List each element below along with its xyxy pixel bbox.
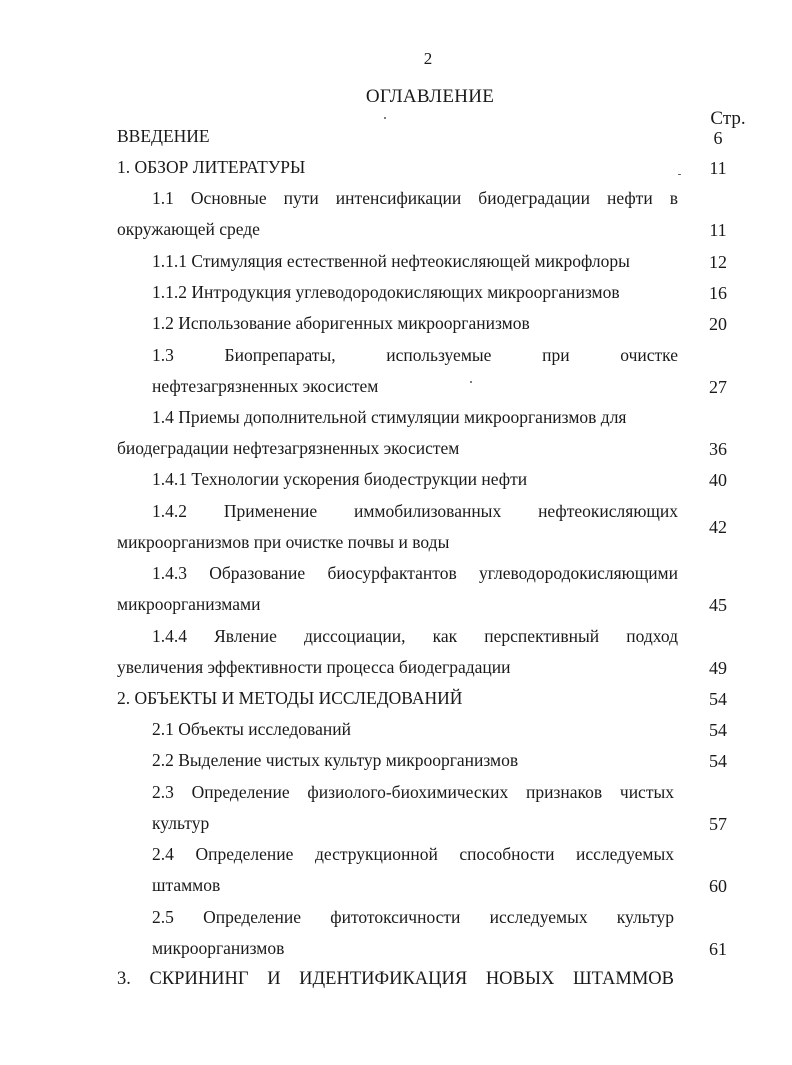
- toc-page-number: 11: [709, 158, 727, 178]
- toc-entry-section-1-1[interactable]: 1.1 Основные пути интенсификации биодеградации нефти в: [152, 188, 678, 208]
- toc-entry-chapter-2[interactable]: 2. ОБЪЕКТЫ И МЕТОДЫ ИССЛЕДОВАНИЙ: [117, 688, 463, 708]
- toc-entry-section-1-4-2[interactable]: 1.4.2 Применение иммобилизованных нефтеокисляющих: [152, 501, 678, 521]
- toc-page-number: 57: [709, 814, 727, 834]
- toc-page-number: 54: [709, 689, 727, 709]
- toc-entry-section-1-1-1[interactable]: 1.1.1 Стимуляция естественной нефтеокисляющей микрофлоры: [152, 251, 630, 271]
- toc-page-number: 42: [709, 517, 727, 537]
- toc-entry-section-1-4[interactable]: 1.4 Приемы дополнительной стимуляции микроорганизмов для: [152, 407, 627, 427]
- page-column-label: Стр.: [710, 108, 746, 129]
- scan-speck: [470, 381, 472, 383]
- toc-page-number: 40: [709, 470, 727, 490]
- toc-entry-section-2-4-cont[interactable]: штаммов: [152, 875, 221, 895]
- toc-entry-section-1-3-cont[interactable]: нефтезагрязненных экосистем: [152, 376, 379, 396]
- toc-entry-section-2-3[interactable]: 2.3 Определение физиолого-биохимических признаков чистых: [152, 782, 674, 802]
- toc-page-number: 36: [709, 439, 727, 459]
- toc-entry-section-2-2[interactable]: 2.2 Выделение чистых культур микроорганизмов: [152, 750, 519, 770]
- toc-page-number: 6: [713, 128, 723, 148]
- toc-title: ОГЛАВЛЕНИЕ: [365, 86, 495, 107]
- toc-entry-section-1-4-1[interactable]: 1.4.1 Технологии ускорения биодеструкции нефти: [152, 469, 528, 489]
- toc-entry-section-1-2[interactable]: 1.2 Использование аборигенных микроорганизмов: [152, 313, 530, 333]
- toc-entry-section-1-1-2[interactable]: 1.1.2 Интродукция углеводородокисляющих микроорганизмов: [152, 282, 620, 302]
- toc-page-number: 49: [709, 658, 727, 678]
- toc-entry-section-1-3[interactable]: 1.3 Биопрепараты, используемые при очистке: [152, 345, 678, 365]
- toc-entry-section-2-3-cont[interactable]: культур: [152, 813, 210, 833]
- toc-entry-section-1-4-3-cont[interactable]: микроорганизмами: [117, 594, 261, 614]
- toc-entry-section-2-4[interactable]: 2.4 Определение деструкционной способности исследуемых: [152, 844, 674, 864]
- toc-entry-section-1-4-4-cont[interactable]: увеличения эффективности процесса биодеградации: [117, 657, 511, 677]
- toc-page-number: 27: [709, 377, 727, 397]
- toc-page-number: 16: [709, 283, 727, 303]
- toc-entry-section-1-4-3[interactable]: 1.4.3 Образование биосурфактантов углеводородокисляющими: [152, 563, 678, 583]
- page-number: 2: [423, 49, 433, 68]
- toc-entry-section-1-4-cont[interactable]: биодеградации нефтезагрязненных экосистем: [117, 438, 460, 458]
- toc-entry-section-1-4-2-cont[interactable]: микроорганизмов при очистке почвы и воды: [117, 532, 450, 552]
- scan-speck: [384, 117, 386, 119]
- toc-page-number: 61: [709, 939, 727, 959]
- toc-page-number: 11: [709, 220, 727, 240]
- toc-entry-section-1-1-cont[interactable]: окружающей среде: [117, 219, 260, 239]
- toc-entry-section-2-5-cont[interactable]: микроорганизмов: [152, 938, 285, 958]
- scan-speck: [678, 174, 681, 175]
- toc-page-number: 12: [709, 252, 727, 272]
- toc-entry-introduction[interactable]: ВВЕДЕНИЕ: [117, 126, 210, 146]
- toc-entry-chapter-1[interactable]: 1. ОБЗОР ЛИТЕРАТУРЫ: [117, 157, 306, 177]
- toc-page-number: 20: [709, 314, 727, 334]
- toc-page-number: 60: [709, 876, 727, 896]
- toc-page-number: 54: [709, 751, 727, 771]
- toc-page-number: 45: [709, 595, 727, 615]
- toc-entry-chapter-3[interactable]: 3. СКРИНИНГ И ИДЕНТИФИКАЦИЯ НОВЫХ ШТАММОВ: [117, 969, 674, 989]
- toc-entry-section-1-4-4[interactable]: 1.4.4 Явление диссоциации, как перспективный подход: [152, 626, 678, 646]
- toc-entry-section-2-5[interactable]: 2.5 Определение фитотоксичности исследуемых культур: [152, 907, 674, 927]
- toc-entry-section-2-1[interactable]: 2.1 Объекты исследований: [152, 719, 351, 739]
- toc-page-number: 54: [709, 720, 727, 740]
